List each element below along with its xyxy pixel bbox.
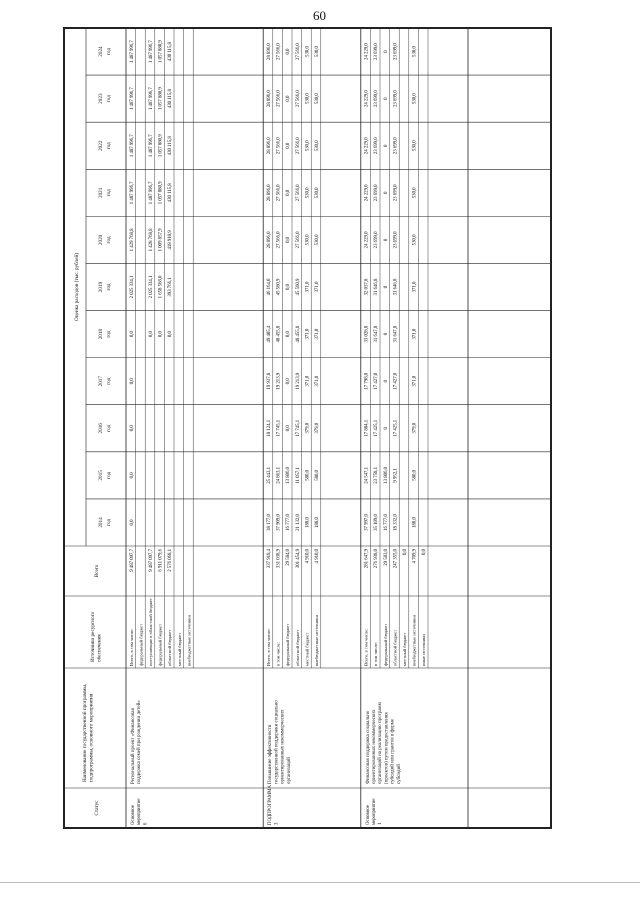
row-year-value: 1 428 768,8 — [149, 228, 154, 252]
row-total: 9 487 097,7 — [129, 549, 135, 572]
row-year-value: 0,0 — [129, 519, 135, 526]
block-name: субсидий — [396, 764, 402, 784]
row-year-value: 23 699,0 — [374, 184, 380, 202]
header-estimate: Оценка расходов (тыс. рублей) — [74, 253, 80, 321]
row-year-value: 28 896,0 — [267, 90, 272, 108]
row-total: 247 355,0 — [393, 549, 399, 569]
header-status: Статус — [94, 800, 100, 816]
row-year-value: 24 863,1 — [276, 466, 282, 484]
row-year-value: 371,0 — [315, 375, 320, 387]
row-year-value: 0,0 — [286, 48, 292, 55]
row-year-value: 27 566,0 — [295, 43, 301, 60]
row-year-value: 23 699,0 — [374, 137, 380, 155]
row-source: поступающие в областной бюджет — [148, 598, 153, 666]
row-year-value: 27 566,0 — [295, 184, 301, 202]
row-total: 0,0 — [422, 549, 428, 555]
row-year-value: 371,0 — [305, 375, 311, 387]
row-year-value: 530,0 — [412, 140, 418, 152]
header-year: 2016 — [98, 423, 104, 434]
row-year-value: 379,0 — [305, 422, 311, 434]
row-year-value: 17 425,1 — [393, 419, 399, 437]
row-year-value: 17 427,0 — [393, 372, 399, 390]
header-year-unit: год — [106, 424, 112, 432]
row-year-value: 430 115,8 — [168, 136, 174, 156]
row-year-value: 11 057,1 — [295, 467, 301, 484]
row-year-value: 1 057 880,9 — [158, 40, 164, 63]
row-year-value: 580,0 — [412, 469, 418, 481]
row-year-value: 1 487 996,7 — [149, 181, 154, 205]
row-year-value: 0,0 — [149, 331, 154, 338]
row-total: 6 911 079,6 — [158, 549, 164, 572]
row-year-value: 28 896,0 — [267, 231, 272, 249]
header-year-unit: год — [106, 518, 112, 527]
row-year-value: 46 164,0 — [267, 278, 272, 296]
row-total: 4 910,0 — [305, 549, 311, 564]
row-year-value: 371,0 — [412, 281, 418, 293]
block-name: ориентированных некоммерческих — [280, 709, 286, 784]
block-status: 3 — [274, 822, 280, 825]
row-year-value: 17 745,1 — [295, 419, 301, 437]
row-source: внебюджетные источники — [411, 615, 417, 666]
row-year-value: 1 487 996,7 — [129, 40, 135, 63]
row-source: областной бюджет — [294, 629, 300, 666]
row-year-value: 1 009 857,9 — [158, 228, 164, 252]
row-year-value: 188,0 — [412, 517, 418, 528]
row-year-value: 27 566,0 — [276, 137, 282, 155]
row-year-value: 0 — [383, 332, 389, 336]
row-year-value: 530,0 — [305, 187, 311, 199]
row-source: Всего, в том числе: — [128, 628, 134, 666]
row-source: Всего, в том числе: — [363, 628, 369, 666]
row-source: иные источники — [421, 634, 427, 666]
block-status: 6 — [143, 822, 149, 825]
row-year-value: 0,0 — [286, 142, 292, 149]
row-total: 301 454,9 — [295, 549, 301, 569]
row-year-value: 23 699,0 — [374, 90, 380, 108]
row-source: Всего, в том числе: — [266, 628, 271, 666]
row-year-value: 0,0 — [286, 331, 292, 338]
row-source: федеральный бюджет — [382, 623, 388, 666]
row-year-value: 25 443,1 — [267, 466, 272, 484]
row-year-value: 580,0 — [315, 469, 320, 481]
row-year-value: 530,0 — [315, 187, 320, 199]
header-year-unit: год — [106, 330, 112, 338]
block-name: (проектов) путем предоставления — [384, 712, 390, 784]
header-year-unit: год — [106, 471, 112, 479]
row-source: в том числе: — [373, 642, 379, 666]
block-name: поддержка семей при рождении детей» — [137, 700, 143, 784]
block-name: Региональный проект «Финансовая — [131, 708, 136, 784]
row-year-value: 0,0 — [168, 331, 174, 338]
row-year-value: 48 455,8 — [276, 325, 282, 343]
header-year: 2020 — [98, 234, 104, 246]
row-year-value: 31 646,8 — [393, 278, 399, 296]
row-year-value: 530,0 — [305, 234, 311, 246]
row-year-value: 530,0 — [315, 46, 320, 57]
row-year-value: 1 487 996,7 — [129, 134, 135, 158]
row-year-value: 530,0 — [315, 234, 320, 246]
row-total: 2 576 068,1 — [168, 549, 174, 572]
header-year: 2022 — [98, 140, 104, 151]
row-source: областной бюджет — [392, 629, 398, 666]
row-year-value: 0 — [383, 191, 389, 195]
row-source: местный бюджет — [402, 632, 407, 666]
row-year-value: 24 547,1 — [364, 466, 370, 484]
block-name: Финансовая поддержка социально — [365, 710, 371, 784]
row-year-value: 19 213,9 — [295, 372, 301, 390]
row-total: 337 918,4 — [267, 549, 272, 569]
row-year-value: 0,0 — [129, 472, 135, 479]
row-year-value: 1 487 996,7 — [129, 181, 135, 205]
row-year-value: 188,0 — [305, 517, 311, 528]
row-source: местный бюджет — [304, 632, 310, 666]
block-name: организаций — [286, 757, 292, 784]
row-total: 29 583,0 — [383, 549, 389, 566]
row-year-value: 17 425,1 — [374, 419, 380, 437]
row-year-value: 23 699,0 — [393, 231, 399, 249]
row-source: внебюджетные источники — [186, 615, 192, 666]
row-year-value: 430 115,8 — [168, 183, 174, 203]
row-year-value: 580,0 — [305, 469, 311, 481]
row-year-value: 0,0 — [158, 331, 164, 338]
row-year-value: 0 — [383, 427, 389, 430]
row-year-value: 2 025 334,1 — [149, 275, 154, 299]
scan-edge-line — [0, 882, 640, 883]
header-year: 2023 — [98, 93, 104, 104]
row-year-value: 0,0 — [129, 425, 135, 432]
row-year-value: 32 037,8 — [364, 278, 370, 296]
row-year-value: 23 699,0 — [393, 184, 399, 202]
row-source: областной бюджет — [167, 629, 173, 666]
row-year-value: 13 806,0 — [286, 466, 292, 484]
budget-table-drawing — [64, 28, 551, 828]
row-year-value: 9 952,1 — [393, 468, 399, 483]
row-year-value: 16 777,0 — [383, 514, 389, 531]
row-year-value: 38 177,0 — [267, 514, 272, 531]
row-year-value: 371,0 — [412, 375, 418, 387]
header-year-unit: год — [106, 283, 112, 291]
row-year-value: 371,0 — [305, 281, 311, 293]
row-year-value: 37 997,0 — [364, 514, 370, 531]
row-year-value: 530,0 — [305, 93, 311, 105]
block-name: Повышение эффективности — [268, 724, 274, 784]
header-year-unit: год — [106, 95, 112, 103]
row-year-value: 1 057 880,9 — [158, 181, 164, 205]
block-status: Основное — [365, 805, 371, 825]
row-total: 9 487 097,7 — [149, 549, 154, 572]
row-year-value: 0,0 — [286, 378, 292, 385]
row-year-value: 49 405,4 — [267, 325, 272, 343]
header-year: 2017 — [98, 375, 104, 387]
row-year-value: 1 487 996,7 — [129, 87, 135, 111]
row-year-value: 17 745,1 — [276, 419, 282, 437]
header-year: 2019 — [98, 281, 104, 293]
page-number: 60 — [313, 8, 326, 23]
block-status: Основное — [131, 805, 136, 825]
row-year-value: 23 758,1 — [374, 466, 380, 484]
row-year-value: 0,0 — [286, 189, 292, 196]
row-year-value: 23 699,0 — [374, 231, 380, 249]
row-total: 0,0 — [403, 549, 408, 555]
row-year-value: 27 566,0 — [276, 184, 282, 202]
row-year-value: 21 132,0 — [295, 514, 301, 531]
row-year-value: 23 699,0 — [393, 90, 399, 108]
header-year-unit: год — [106, 377, 112, 385]
row-year-value: 33 028,8 — [364, 325, 370, 343]
row-year-value: 31 647,8 — [374, 325, 380, 343]
row-year-value: 530,0 — [305, 46, 311, 57]
block-status: мероприятие — [372, 798, 377, 825]
row-total: 281 647,9 — [364, 549, 370, 569]
row-year-value: 45 560,9 — [295, 278, 301, 296]
header-source: обеспечения — [96, 634, 103, 662]
header-year-unit: год — [106, 142, 112, 150]
block-name: субсидий или грантов в форме — [390, 718, 396, 784]
row-year-value: 530,0 — [315, 140, 320, 152]
row-year-value: 530,0 — [305, 140, 311, 152]
row-year-value: 430 115,8 — [168, 42, 174, 62]
row-total: 276 938,0 — [374, 549, 380, 569]
row-year-value: 28 896,0 — [267, 137, 272, 155]
row-year-value: 0,0 — [286, 425, 292, 432]
row-year-value: 0,0 — [286, 95, 292, 102]
row-year-value: 530,0 — [315, 93, 320, 105]
row-year-value: 24 229,0 — [364, 137, 370, 155]
header-source: Источники ресурсного — [90, 611, 96, 662]
row-year-value: 17 798,0 — [364, 372, 370, 390]
row-year-value: 371,0 — [412, 328, 418, 340]
row-year-value: 18 124,1 — [267, 419, 272, 437]
row-year-value: 530,0 — [412, 46, 418, 57]
row-year-value: 188,0 — [315, 517, 320, 528]
row-year-value: 0,0 — [129, 331, 135, 338]
row-year-value: 0 — [383, 238, 389, 242]
row-year-value: 1 429 768,8 — [129, 228, 135, 252]
header-name: подпрограммы, основного мероприятия — [88, 693, 95, 782]
header-year-unit: год — [106, 47, 112, 56]
row-total: 331 038,9 — [276, 549, 282, 569]
row-year-value: 1 658 568,0 — [158, 275, 164, 299]
row-year-value: 1 057 880,9 — [158, 134, 164, 158]
row-year-value: 530,0 — [412, 234, 418, 246]
row-year-value: 24 229,0 — [364, 231, 370, 249]
header-year: 2014 — [98, 517, 104, 528]
row-year-value: 1 487 996,7 — [149, 87, 154, 111]
row-source: федеральный бюджет — [138, 623, 144, 666]
row-year-value: 371,0 — [315, 328, 320, 340]
row-total: 29 584,0 — [286, 549, 292, 566]
row-year-value: 0 — [383, 50, 389, 53]
row-year-value: 0 — [383, 379, 389, 383]
row-year-value: 27 566,0 — [295, 231, 301, 249]
row-year-value: 19 937,8 — [267, 372, 272, 390]
row-year-value: 0,0 — [129, 378, 135, 385]
header-year-unit: год — [106, 236, 112, 244]
row-year-value: 31 646,8 — [374, 278, 380, 296]
row-year-value: 371,0 — [305, 328, 311, 340]
row-year-value: 24 229,0 — [364, 43, 370, 60]
block-status: ПОДПРОГРАММА — [268, 785, 274, 825]
header-year: 2015 — [98, 470, 104, 481]
row-source: федеральный бюджет — [157, 623, 163, 666]
row-year-value: 371,0 — [315, 281, 320, 293]
row-year-value: 28 896,0 — [267, 184, 272, 202]
row-year-value: 23 699,0 — [393, 137, 399, 155]
row-year-value: 16 777,0 — [286, 514, 292, 531]
row-source: местный бюджет — [176, 632, 182, 666]
row-year-value: 19 213,9 — [276, 372, 282, 390]
row-year-value: 18 332,0 — [393, 514, 399, 531]
row-year-value: 13 806,0 — [383, 466, 389, 484]
row-year-value: 27 566,0 — [276, 231, 282, 249]
block-name: организаций на реализацию программ — [378, 702, 384, 784]
row-year-value: 17 427,0 — [374, 372, 380, 390]
row-year-value: 1 487 996,7 — [149, 40, 154, 63]
row-year-value: 45 560,9 — [276, 278, 282, 296]
row-year-value: 393 766,1 — [168, 277, 174, 297]
row-year-value: 1 057 880,9 — [158, 87, 164, 111]
row-year-value: 379,0 — [315, 422, 320, 434]
block-status: 1 — [378, 822, 384, 825]
row-year-value: 35 109,0 — [374, 514, 380, 531]
block-name: ориентированных некоммерческих — [372, 709, 377, 784]
row-year-value: 0 — [383, 285, 389, 289]
row-year-value: 1 487 996,7 — [149, 134, 154, 158]
block-name: государственной поддержки социально — [274, 700, 280, 784]
row-year-value: 530,0 — [412, 93, 418, 105]
row-year-value: 0,0 — [286, 236, 292, 243]
row-year-value: 379,0 — [412, 422, 418, 434]
row-year-value: 37 909,0 — [276, 514, 282, 531]
header-year: 2018 — [98, 328, 104, 340]
row-year-value: 17 884,1 — [364, 419, 370, 437]
row-year-value: 23 699,0 — [374, 43, 380, 60]
row-year-value: 27 566,0 — [276, 90, 282, 108]
row-year-value: 2 025 334,1 — [129, 275, 135, 299]
row-year-value: 430 115,8 — [168, 89, 174, 109]
row-year-value: 27 566,0 — [295, 137, 301, 155]
row-year-value: 28 896,0 — [267, 43, 272, 60]
row-year-value: 23 699,0 — [393, 43, 399, 60]
header-total: Всего — [94, 564, 100, 578]
row-source: федеральный бюджет — [285, 623, 291, 666]
header-name: Наименование государственной программы, — [82, 683, 88, 782]
budget-table — [63, 27, 552, 829]
row-year-value: 0 — [383, 97, 389, 100]
row-year-value: 27 566,0 — [295, 90, 301, 108]
row-year-value: 0 — [383, 144, 389, 147]
row-year-value: 418 910,9 — [168, 230, 174, 250]
row-source: в том числе: — [275, 642, 281, 666]
row-year-value: 27 566,0 — [276, 43, 282, 60]
row-year-value: 48 455,8 — [295, 325, 301, 343]
row-year-value: 31 647,8 — [393, 325, 399, 343]
row-year-value: 24 229,0 — [364, 90, 370, 108]
header-year-unit: год — [106, 189, 112, 197]
block-status: мероприятие — [137, 798, 143, 825]
row-year-value: 24 229,0 — [364, 184, 370, 202]
row-year-value: 0,0 — [286, 284, 292, 290]
row-total: 4 910,0 — [315, 549, 320, 564]
row-total: 4 709,9 — [412, 549, 418, 564]
row-year-value: 530,0 — [412, 187, 418, 199]
row-source: внебюджетные источники — [314, 615, 319, 666]
header-year: 2021 — [98, 187, 104, 199]
header-year: 2024 — [98, 46, 104, 57]
